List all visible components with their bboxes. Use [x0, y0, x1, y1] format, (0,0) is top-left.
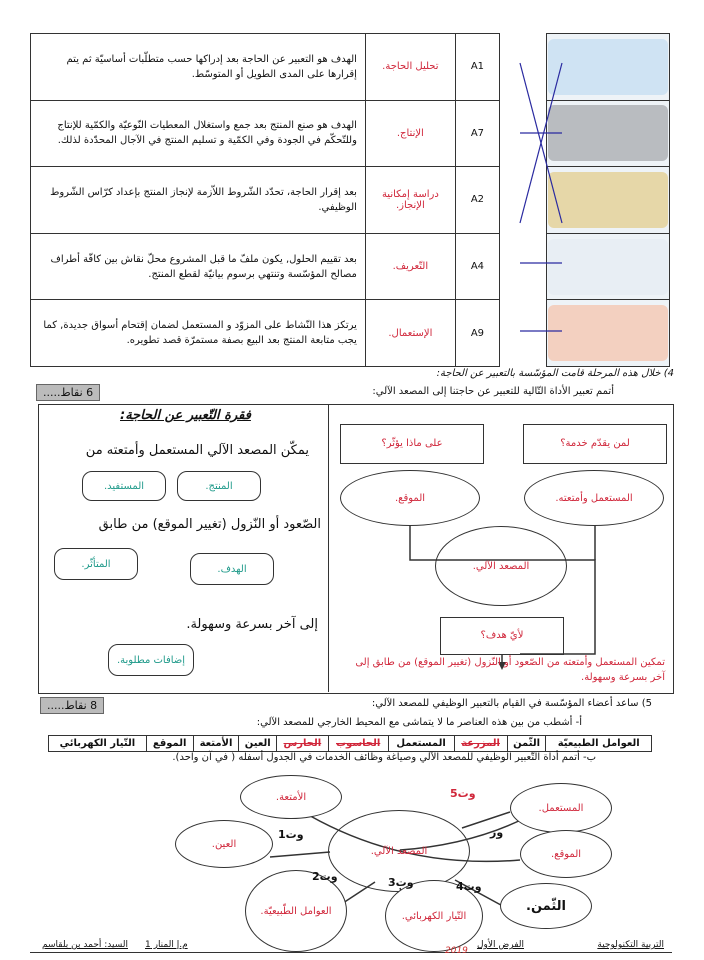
question-box-whom: لمن يقدّم خدمة؟	[523, 424, 667, 464]
table-row	[31, 167, 670, 234]
activity-description: الهدف هو صنع المنتج بعد جمع واستغلال المعطيات النّوعيّة والكمّية للإنتاج وللتّحكّم في الجودة وفي الكمّية و تسليم المنتج في الآجال المحدّدة لذلك.	[31, 100, 366, 167]
activity-illustration	[547, 233, 670, 300]
activity-illustration	[547, 34, 670, 101]
question-box-goal: لأيّ هدف؟	[440, 617, 564, 655]
q5-b: ب- أتمم أداة التّعبير الوظيفي للمصعد الآلي وصياغة وظائف الخدمات في الجدول أسفله ( في آن واحد).	[172, 752, 596, 763]
oval-elevator: المصعد الآلي.	[435, 526, 567, 606]
activity-title: التّعريف.	[365, 233, 455, 300]
footer-rule	[30, 952, 672, 953]
footer-teacher: السيد: أحمد بن بلقاسم	[42, 940, 128, 950]
q4-intro: 4) خلال هذه المرحلة قامت المؤسّسة بالتعبير عن الحاجة:	[436, 368, 674, 379]
table-row	[31, 34, 670, 101]
element-cell[interactable]: المستعمل	[388, 736, 454, 752]
label-fp: ور	[490, 826, 504, 839]
label-fs3: وت3	[388, 876, 414, 889]
oval-site: الموقع.	[340, 470, 480, 526]
label-fs1: وت1	[278, 828, 304, 841]
oval-nature: العوامل الطّبيعيّة.	[245, 870, 347, 952]
score-badge-2: 8 نقاط.....	[40, 697, 104, 714]
oval-price: الثّمن.	[500, 883, 592, 929]
element-cell[interactable]: العين	[239, 736, 277, 752]
paragraph-line-2: الصّعود أو النّزول (تغيير الموقع) من طابق	[98, 517, 321, 532]
matching-arrows	[518, 33, 563, 367]
oval-luggage: الأمتعة.	[240, 775, 342, 819]
element-cell[interactable]: الثّمن	[507, 736, 546, 752]
activity-code: A9	[455, 300, 499, 367]
q5-title: 5) ساعد أعضاء المؤسّسة في القيام بالتعبير الوظيفي للمصعد الآلي:	[371, 698, 652, 709]
bubble-goal: الهدف.	[190, 553, 274, 585]
paragraph-title: فقرة التّعبير عن الحاجة:	[120, 408, 251, 423]
oval-user: المستعمل.	[510, 783, 612, 833]
elements-table	[48, 735, 652, 752]
activity-description: يرتكز هذا النّشاط على المزوّد و المستعمل لضمان إقتحام أسواق جديدة, كما يجب متابعة المنتج بعد البيع بصفة مستمرّة قصد تطويره.	[31, 300, 366, 367]
footer-subject: التربية التكنولوجية	[597, 940, 664, 950]
footer-year: 2019	[445, 946, 468, 956]
table-row	[31, 233, 670, 300]
score-badge: 6 نقاط.....	[36, 384, 100, 401]
footer-exam: الفرض الأول	[476, 940, 524, 950]
paragraph-line-1: يمكّن المصعد الآلي المستعمل وأمتعته من	[85, 443, 309, 458]
label-fs5: وت5	[450, 787, 476, 800]
paragraph-line-3: إلى آخر بسرعة وسهولة.	[186, 617, 318, 632]
activity-illustration	[547, 100, 670, 167]
activity-title: الإستعمال.	[365, 300, 455, 367]
table-row	[31, 300, 670, 367]
activity-code: A7	[455, 100, 499, 167]
oval-site: الموقع.	[520, 830, 612, 878]
element-cell[interactable]: المزرعة	[454, 736, 507, 752]
activity-title: تحليل الحاجة.	[365, 34, 455, 101]
activity-title: الإنتاج.	[365, 100, 455, 167]
oval-center-elevator: المصعد الآلي.	[328, 810, 470, 892]
oval-power: التّيار الكهربائي.	[385, 880, 483, 952]
oval-user: المستعمل وأمتعته.	[524, 470, 664, 526]
bubble-product: المنتج.	[177, 471, 261, 501]
question-box-what: على ماذا يؤثّر؟	[340, 424, 484, 464]
activity-code: A1	[455, 34, 499, 101]
activity-code: A4	[455, 233, 499, 300]
activities-table	[30, 33, 670, 367]
label-fs2: وت2	[312, 870, 338, 883]
activity-description: بعد تقييم الحلول, يكون ملفّ ما قبل المشروع محلّ نقاش بين كافّة أطراف مصالح المؤسّسة وتنتهي برسوم بيانيّة لقطع المنتج.	[31, 233, 366, 300]
bubble-beneficiary: المستفيد.	[82, 471, 166, 501]
activity-title: دراسة إمكانية الإنجاز.	[365, 167, 455, 234]
footer-school: م.إ المنار 1	[145, 940, 188, 950]
activity-illustration	[547, 167, 670, 234]
bubble-affected: المتأثّر.	[54, 548, 138, 580]
need-answer: تمكين المستعمل وأمتعته من الصّعود أو النّزول (تغيير الموقع) من طابق إلى آخر بسرعة وسهولة.	[355, 657, 665, 683]
q5-a: أ- أشطب من بين هذه العناصر ما لا يتماشى مع المحيط الخارجي للمصعد الآلي:	[256, 717, 582, 728]
oval-eye: العين.	[175, 820, 273, 868]
element-cell[interactable]: الحارس	[276, 736, 328, 752]
divider	[328, 404, 329, 692]
activity-description: بعد إقرار الحاجة، تحدّد الشّروط اللاّزمة لإنجاز المنتج بإعداد كرّاس الشّروط الوظيفي.	[31, 167, 366, 234]
table-row	[31, 100, 670, 167]
element-cell[interactable]: الحاسوب	[328, 736, 388, 752]
element-cell[interactable]: التّيار الكهربائي	[49, 736, 147, 752]
element-cell[interactable]: العوامل الطبيعيّة	[546, 736, 652, 752]
activity-illustration	[547, 300, 670, 367]
activity-description: الهدف هو التعبير عن الحاجة بعد إدراكها حسب متطلّبات أساسيّة ثم يتم إقرارها على المدى الطويل أو المتوسّط.	[31, 34, 366, 101]
bubble-additions: إضافات مطلوبة.	[108, 644, 194, 676]
element-cell[interactable]: الأمتعة	[193, 736, 239, 752]
activity-code: A2	[455, 167, 499, 234]
label-fs4: وت4	[456, 880, 482, 893]
element-cell[interactable]: الموقع	[146, 736, 193, 752]
q4-instruction: أتمم تعبير الأداة التّالية للتعبير عن حاجتنا إلى المصعد الآلي:	[372, 386, 614, 397]
